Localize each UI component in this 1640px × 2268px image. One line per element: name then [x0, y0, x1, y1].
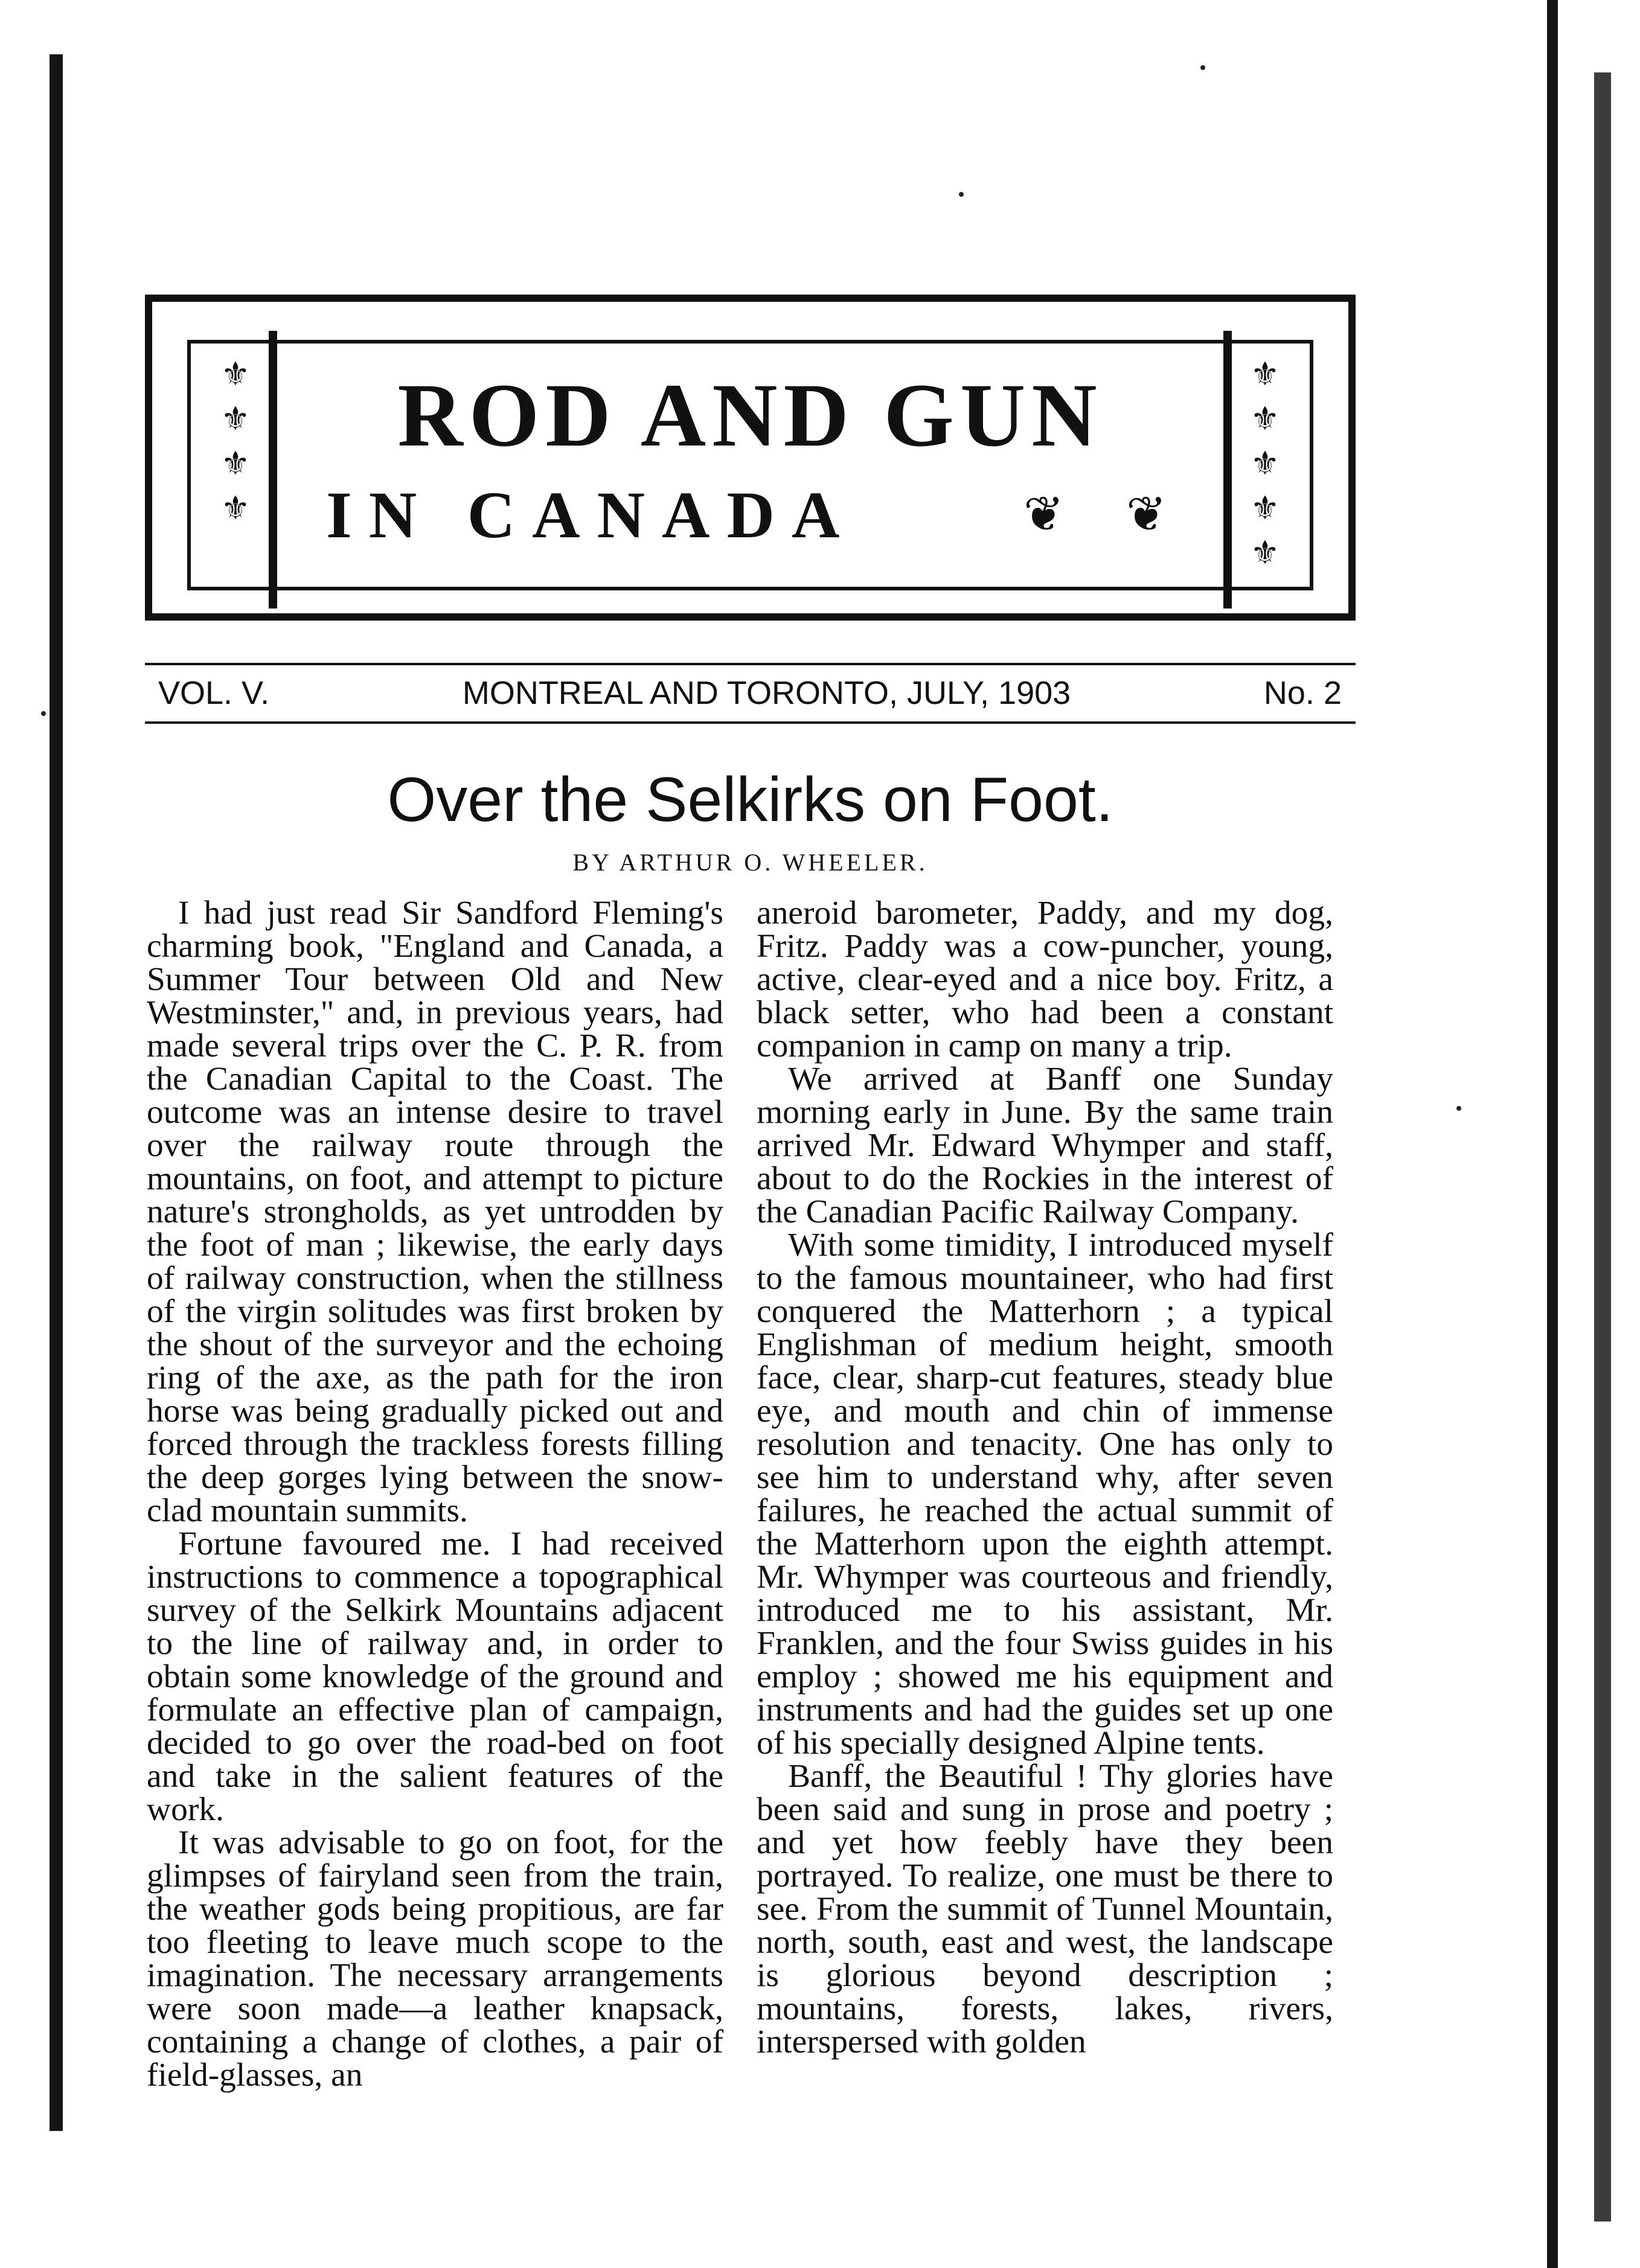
scan-edge-right-outer	[1594, 72, 1611, 2222]
scan-edge-right	[1547, 0, 1558, 2268]
paragraph: It was advisable to go on foot, for the glimpses of fairyland seen from the train, the weather gods being propitious, are far too fleeting to leave much scope to the imagination. The necessary arrangements were soon made—a leather knapsack, containing a change of clothes, a pair of field-glasses, an	[147, 1824, 723, 2094]
fleur-de-lis-icon: ⚜	[1250, 535, 1280, 571]
masthead-title: ROD AND GUN	[397, 365, 1103, 465]
paragraph: With some timidity, I introduced myself to the famous mountaineer, who had first conquered the Matterhorn ; a typical Englishman of medium height, smooth face, clear, sharp-cut features, steady blue eye, and mouth and chin of immense resolution and tenacity. One has only to see him to understand why, after seven failures, he reached the actual summit of the Matterhorn upon the eighth attempt. Mr. Whymper was courteous and friendly, introduced me to his assistant, Mr. Franklen, and the four Swiss guides in his employ ; showed me his equipment and instruments and had the guides set up one of his specially designed Alpine tents.	[757, 1227, 1333, 1762]
scan-speck	[1200, 65, 1205, 70]
masthead-post-right	[1223, 331, 1232, 609]
fleur-de-lis-icon: ⚜	[220, 401, 251, 437]
masthead-ornaments-right	[1235, 352, 1295, 575]
issue-place-date: MONTREAL AND TORONTO, JULY, 1903	[462, 674, 1071, 711]
masthead	[145, 295, 1356, 621]
issue-rule-bottom	[145, 721, 1356, 724]
issue-volume: VOL. V.	[158, 674, 270, 711]
fleur-de-lis-icon: ⚜	[1250, 401, 1280, 437]
fleur-de-lis-icon: ⚜	[220, 490, 251, 526]
scan-edge-left	[50, 54, 63, 2131]
scan-speck	[41, 711, 46, 716]
masthead-ornaments-left	[205, 352, 266, 531]
paragraph: I had just read Sir Sandford Fleming's charming book, "England and Canada, a Summer Tour between Old and New Westminster," and, in previous years, had made several trips over the C. P. R. from the Canadian Capital to the Coast. The outcome was an intense desire to travel over the railway route through the mountains, on foot, and attempt to picture nature's strongholds, as yet untrodden by the foot of man ; likewise, the early days of railway construction, when the stillness of the virgin solitudes was first broken by the shout of the surveyor and the echoing ring of the axe, as the path for the iron horse was being gradually picked out and forced through the trackless forests filling the deep gorges lying between the snow-clad mountain summits.	[147, 895, 723, 1529]
fleur-de-lis-icon: ⚜	[1250, 490, 1280, 526]
bird-icon: ❦	[1126, 488, 1167, 541]
fleur-de-lis-icon: ⚜	[1250, 446, 1280, 482]
fleur-de-lis-icon: ⚜	[220, 356, 251, 392]
paragraph: Banff, the Beautiful ! Thy glories have been said and sung in prose and poetry ; and yet how feebly have they been portrayed. To realize, one must be there to see. From the summit of Tunnel Mountain, north, south, east and west, the landscape is glorious beyond description ; mountains, forests, lakes, rivers, interspersed with golden	[757, 1758, 1333, 2060]
fleur-de-lis-icon: ⚜	[220, 446, 251, 482]
issue-line	[158, 670, 1342, 715]
article-column-left	[147, 896, 723, 2092]
article-column-right	[757, 896, 1333, 2059]
scan-speck	[959, 192, 964, 197]
bird-icon: ❦	[1023, 488, 1065, 541]
paragraph: Fortune favoured me. I had received instructions to commence a topographical survey of the Selkirk Mountains adjacent to the line of railway and, in order to obtain some knowledge of the ground and formulate an effective plan of campaign, decided to go over the road-bed on foot and take in the salient features of the work.	[147, 1525, 723, 1828]
masthead-subtitle: IN CANADA	[326, 478, 857, 552]
paragraph: aneroid barometer, Paddy, and my dog, Fritz. Paddy was a cow-puncher, young, active, clear-eyed and a nice boy. Fritz, a black setter, who had been a constant companion in camp on many a trip.	[757, 895, 1333, 1064]
scan-speck	[1456, 1106, 1461, 1111]
article-title: Over the Selkirks on Foot.	[387, 765, 1113, 835]
paragraph: We arrived at Banff one Sunday morning early in June. By the same train arrived Mr. Edward Whymper and staff, about to do the Rockies in the interest of the Canadian Pacific Railway Company.	[757, 1061, 1333, 1230]
issue-number: No. 2	[1263, 674, 1342, 711]
fleur-de-lis-icon: ⚜	[1250, 356, 1280, 392]
issue-rule-top	[145, 663, 1356, 665]
article-byline: BY ARTHUR O. WHEELER.	[572, 849, 928, 876]
masthead-post-left	[269, 331, 277, 609]
